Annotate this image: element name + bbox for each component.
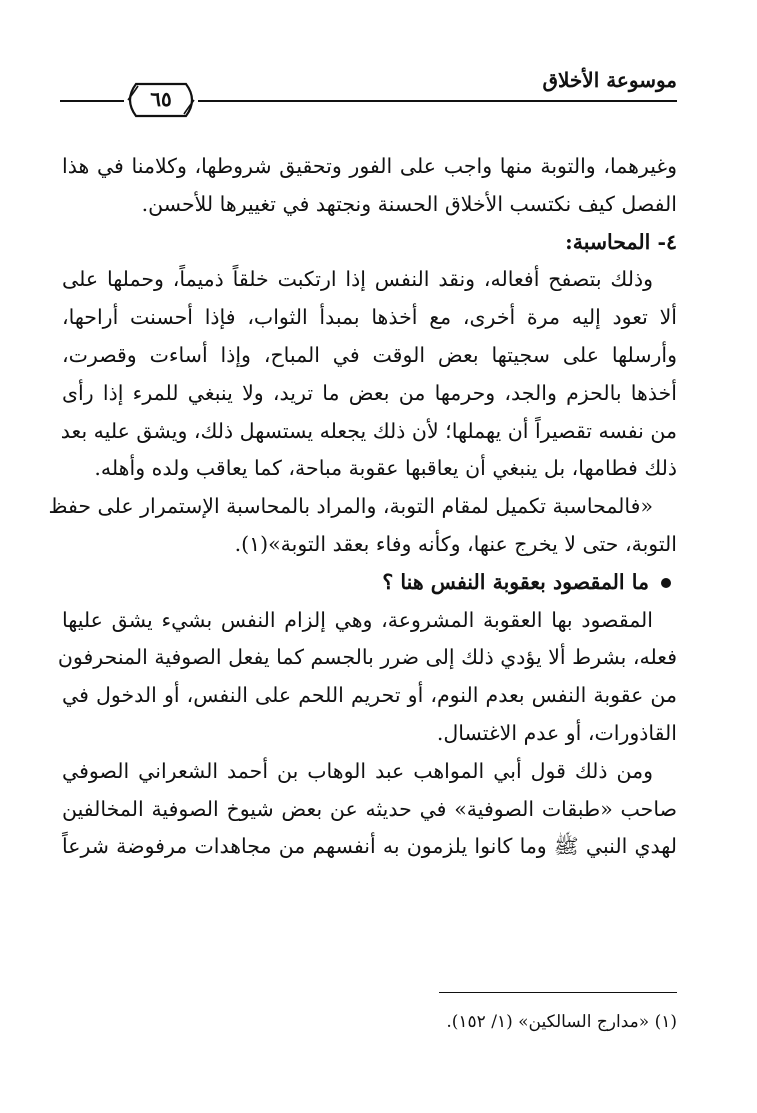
text-line: أخذها بالحزم والجد، وحرمها من بعض ما تريد، ولا ينبغي للمرء إذا رأى (62, 380, 677, 405)
page-body (48, 148, 677, 866)
page-header (60, 66, 677, 112)
text-line: صاحب «طبقات الصوفية» في حديثه عن بعض شيوخ الصوفية المخالفين (62, 796, 677, 821)
text-line: من نفسه تقصيراً أن يهملها؛ لأن ذلك يجعله يستسهل ذلك، ويشق عليه بعد (60, 418, 677, 443)
section-heading: ٤- المحاسبة: (565, 229, 677, 254)
page-number-badge (124, 80, 198, 120)
page-number: ٦٥ (150, 87, 172, 111)
book-title: موسوعة الأخلاق (542, 68, 677, 92)
text-line: ذلك فطامها، بل ينبغي أن يعاقبها عقوبة مباحة، كما يعاقب ولده وأهله. (94, 456, 677, 481)
text-line: من عقوبة النفس بعدم النوم، أو تحريم اللحم على النفس، أو الدخول في (62, 683, 677, 708)
text-line: وأرسلها على سجيتها بعض الوقت في المباح، وإذا أساءت وقصرت، (62, 342, 677, 367)
bullet-heading-row (62, 564, 677, 602)
text-line: الفصل كيف نكتسب الأخلاق الحسنة ونجتهد في تغييرها للأحسن. (141, 191, 677, 216)
text-line: المقصود بها العقوبة المشروعة، وهي إلزام النفس بشيء يشق عليها (62, 607, 653, 632)
text-line: القاذورات، أو عدم الاغتسال. (436, 720, 677, 745)
text-line: ألا تعود إليه مرة أخرى، مع أخذها بمبدأ الثواب، فإذا أحسنت أراحها، (62, 305, 677, 330)
footnote-rule (439, 992, 677, 993)
text-line: وغيرهما، والتوبة منها واجب على الفور وتحقيق شروطها، وكلامنا في هذا (62, 154, 677, 178)
bullet-heading: ما المقصود بعقوبة النفس هنا ؟ (382, 569, 649, 594)
text-line: «فالمحاسبة تكميل لمقام التوبة، والمراد بالمحاسبة الإستمرار على حفظ (48, 494, 653, 519)
text-line: لهدي النبي ﷺ وما كانوا يلزمون به أنفسهم من مجاهدات مرفوضة شرعاً (62, 834, 677, 859)
footnote: (١) «مدارج السالكين» (١/ ١٥٢). (446, 1012, 677, 1032)
text-line: التوبة، حتى لا يخرج عنها، وكأنه وفاء بعقد التوبة»(١). (234, 531, 677, 556)
bullet-icon (661, 578, 671, 588)
text-line: فعله، بشرط ألا يؤدي ذلك إلى ضرر بالجسم كما يفعل الصوفية المنحرفون (57, 645, 677, 670)
text-line: ومن ذلك قول أبي المواهب عبد الوهاب بن أحمد الشعراني الصوفي (62, 758, 653, 783)
text-line: وذلك بتصفح أفعاله، ونقد النفس إذا ارتكبت خلقاً ذميماً، وحملها على (62, 267, 653, 292)
